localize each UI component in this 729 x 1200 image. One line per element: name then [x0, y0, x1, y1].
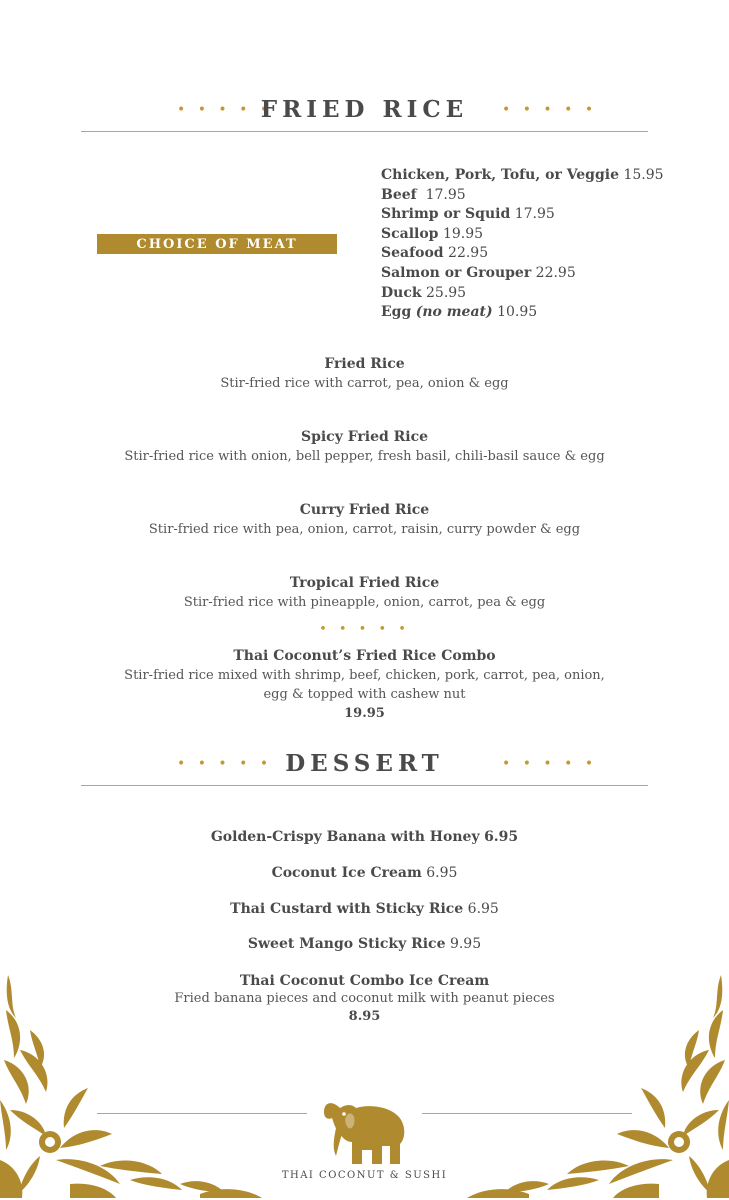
dessert-header: [81, 750, 648, 790]
footer-divider-left: [97, 1113, 307, 1114]
footer-divider-right: [422, 1113, 632, 1114]
dessert-item: Coconut Ice Cream 6.95: [271, 865, 458, 881]
elephant-icon: [322, 1098, 408, 1166]
combo-dish-item: [81, 646, 648, 723]
dish-name: Thai Coconut’s Fried Rice Combo: [233, 648, 496, 664]
meat-option: Salmon or Grouper 22.95: [381, 264, 576, 281]
meat-option: Duck 25.95: [381, 284, 467, 301]
decorative-dots-divider: • • • • •: [319, 622, 410, 637]
dish-name: Fried Rice: [324, 356, 405, 372]
thai-floral-ornament-icon: [0, 970, 300, 1200]
dish-description: Stir-fried rice with onion, bell pepper, fresh basil, chili-basil sauce & egg: [124, 449, 605, 464]
dish-name: Tropical Fried Rice: [289, 575, 440, 591]
restaurant-name: THAI COCONUT & SUSHI: [281, 1170, 448, 1181]
meat-price-list: [381, 166, 664, 323]
dish-price: 19.95: [344, 706, 385, 721]
section-title: FRIED RICE: [260, 96, 469, 123]
dish-description: egg & topped with cashew nut: [263, 687, 466, 702]
decorative-dots-left: • • • • •: [177, 102, 273, 118]
section-divider: [81, 785, 648, 786]
dish-item: [81, 427, 648, 466]
meat-option: Beef 17.95: [381, 186, 466, 203]
decorative-dots-right: • • • • •: [502, 102, 598, 118]
thai-floral-ornament-icon: [429, 970, 729, 1200]
dish-name: Curry Fried Rice: [299, 502, 430, 518]
dish-name: Spicy Fried Rice: [300, 429, 429, 445]
meat-option: Scallop 19.95: [381, 225, 484, 242]
dish-description: Stir-fried rice mixed with shrimp, beef, chicken, pork, carrot, pea, onion,: [124, 668, 605, 683]
meat-option: Chicken, Pork, Tofu, or Veggie 15.95: [381, 167, 664, 183]
meat-option: Egg (no meat) 10.95: [381, 304, 538, 321]
dessert-item: Golden-Crispy Banana with Honey 6.95: [210, 829, 519, 845]
dessert-item: Thai Custard with Sticky Rice 6.95: [230, 901, 499, 917]
decorative-dots-right: • • • • •: [502, 756, 598, 772]
dish-item: [81, 354, 648, 393]
meat-option: Seafood 22.95: [381, 245, 489, 262]
dish-name: Thai Coconut Combo Ice Cream: [239, 973, 490, 989]
section-title: DESSERT: [285, 750, 444, 777]
choice-of-meat-banner: CHOICE OF MEAT: [97, 234, 337, 254]
meat-option: Shrimp or Squid 17.95: [381, 206, 555, 223]
dish-description: Fried banana pieces and coconut milk with peanut pieces: [174, 991, 555, 1006]
dish-item: [81, 573, 648, 612]
decorative-dots-left: • • • • •: [177, 756, 273, 772]
dish-description: Stir-fried rice with pea, onion, carrot, raisin, curry powder & egg: [148, 522, 581, 537]
dish-price: 8.95: [348, 1009, 381, 1024]
dessert-item: Sweet Mango Sticky Rice 9.95: [247, 936, 482, 952]
dish-description: Stir-fried rice with carrot, pea, onion & egg: [220, 376, 509, 391]
section-divider: [81, 131, 648, 132]
dish-description: Stir-fried rice with pineapple, onion, carrot, pea & egg: [183, 595, 546, 610]
dish-item: [81, 500, 648, 539]
fried-rice-header: [81, 96, 648, 136]
